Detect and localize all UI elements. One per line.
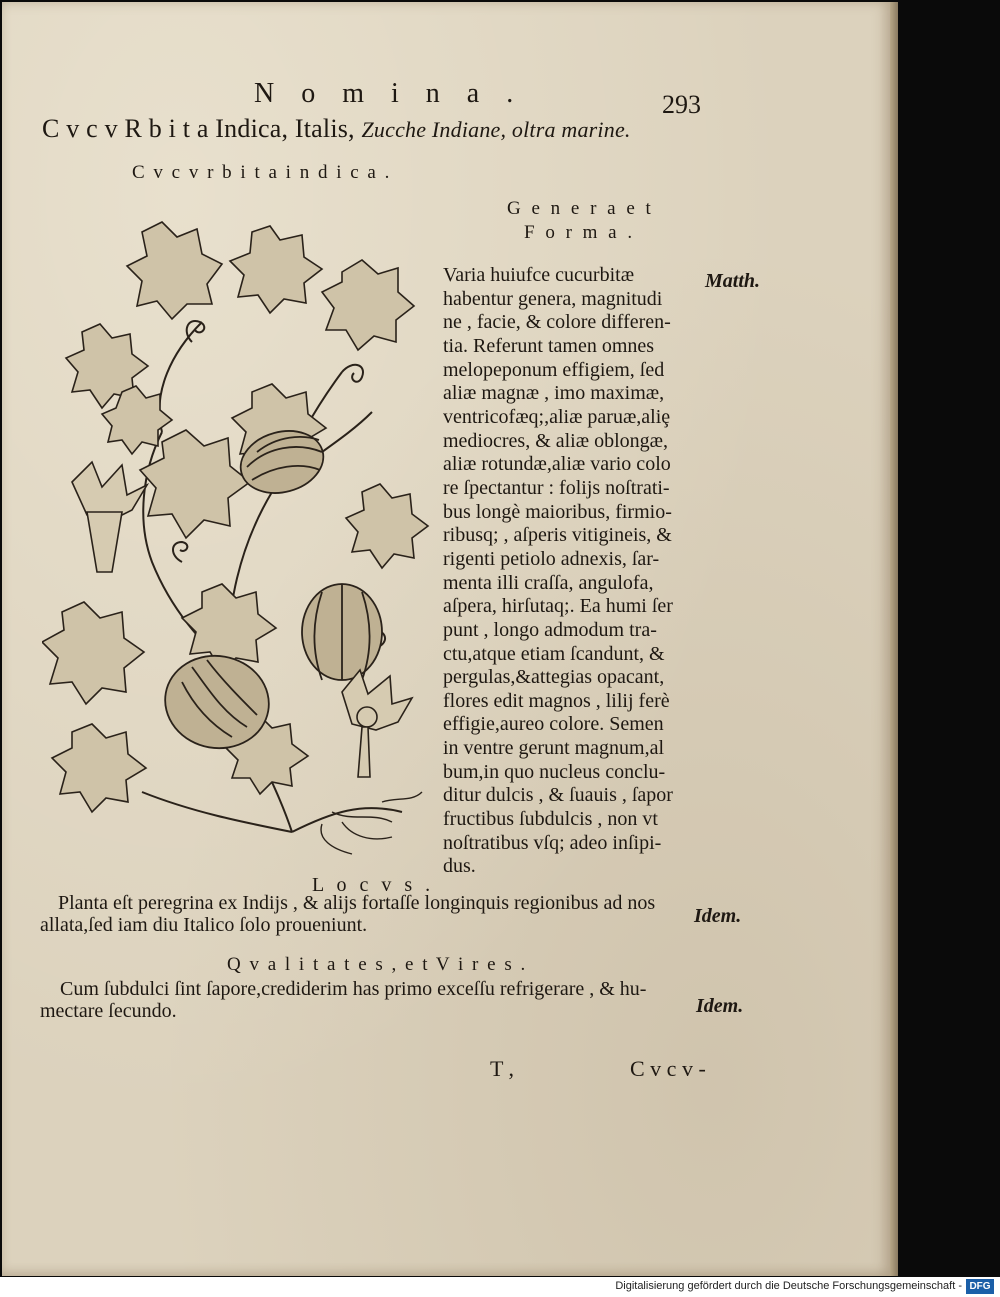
section-heading-qualitates: Q v a l i t a t e s , e t V i r e s . bbox=[227, 954, 528, 975]
woodcut-illustration-cucurbita bbox=[42, 212, 442, 862]
body-text-line: tia. Referunt tamen omnes bbox=[443, 334, 655, 357]
plant-name-line bbox=[42, 114, 631, 144]
body-text-line: ctu,atque etiam ſcandunt, & bbox=[443, 642, 665, 665]
dfg-logo: DFG bbox=[966, 1279, 994, 1294]
body-text-line: ditur dulcis , & ſuauis , ſapor bbox=[443, 784, 673, 807]
body-text-line: mediocres, & aliæ oblongæ, bbox=[443, 429, 668, 452]
figure-caption: C v c v r b i t a i n d i c a . bbox=[132, 162, 392, 183]
locus-text-line-2: allata,ſed iam diu Italico ſolo proueniunt. bbox=[40, 914, 368, 936]
body-text-line: ne , facie, & colore differen- bbox=[443, 311, 671, 334]
body-text-line: re ſpectantur : folijs noſtrati- bbox=[443, 476, 670, 499]
page-edge bbox=[890, 2, 898, 1276]
body-text-line: fructibus ſubdulcis , non vt bbox=[443, 808, 658, 831]
margin-note-idem-1: Idem. bbox=[694, 905, 742, 927]
body-text-line: aſpera, hirſutaq;. Ea humi ſer bbox=[443, 595, 673, 618]
body-text-line: aliæ rotundæ,aliæ vario colo bbox=[443, 453, 671, 476]
page-number: 293 bbox=[662, 90, 701, 119]
running-header: N o m i n a . bbox=[254, 78, 524, 109]
body-text-line: bus longè maioribus, firmio- bbox=[443, 500, 672, 523]
body-text-line: dus. bbox=[443, 855, 476, 878]
margin-note-idem-2: Idem. bbox=[696, 995, 744, 1017]
qualitates-text-line-2: mectare ſecundo. bbox=[40, 1000, 177, 1022]
body-text-line: bum,in quo nucleus conclu- bbox=[443, 760, 666, 783]
body-text-line: aliæ magnæ , imo maximæ, bbox=[443, 382, 665, 405]
body-text-line: menta illi craſſa, angulofa, bbox=[443, 571, 654, 594]
body-text-line: habentur genera, magnitudi bbox=[443, 287, 663, 310]
body-text-line: Varia huiufce cucurbitæ bbox=[443, 264, 635, 286]
body-text-line: flores edit magnos , lilij ferè bbox=[443, 689, 670, 712]
locus-text-line-1: Planta eſt peregrina ex Indijs , & alijs fortaſſe longinquis regionibus ad nos bbox=[58, 892, 656, 914]
footer-credit: Digitalisierung gefördert durch die Deutsche Forschungsgemeinschaft - bbox=[615, 1280, 962, 1292]
body-text-genera bbox=[443, 264, 705, 879]
body-text-line: ribusq; , aſperis vitigineis, & bbox=[443, 524, 672, 547]
body-text-line: melopeponum effigiem, ſed bbox=[443, 358, 665, 381]
book-page bbox=[2, 2, 890, 1276]
body-text-line: punt , longo admodum tra- bbox=[443, 618, 657, 641]
body-text-line: in ventre gerunt magnum,al bbox=[443, 737, 665, 760]
body-text-line: ventricofæq;,aliæ paruæ,aliȩ bbox=[443, 405, 671, 428]
catchword: C v c v - bbox=[630, 1056, 706, 1081]
body-text-line: noſtratibus vſq; adeo inſipi- bbox=[443, 831, 662, 854]
qualitates-text-line-1: Cum ſubdulci ſint ſapore,crediderim has primo exceſſu refrigerare , & hu- bbox=[60, 978, 647, 1000]
plant-name-roman: C v c v R b i t a Indica, Italis, bbox=[42, 114, 362, 143]
section-heading-genera: G e n e r a e t bbox=[507, 198, 654, 219]
body-text-line: rigenti petiolo adnexis, ſar- bbox=[443, 547, 660, 570]
margin-note-matth: Matth. bbox=[705, 270, 761, 292]
section-heading-locus: L o c v s . bbox=[312, 874, 435, 896]
footer-bar bbox=[0, 1277, 1000, 1297]
signature-mark: T , bbox=[490, 1056, 515, 1081]
plant-name-italic: Zucche Indiane, oltra marine. bbox=[361, 117, 631, 142]
body-text-line: pergulas,&attegias opacant, bbox=[443, 666, 665, 689]
section-heading-forma: F o r m a . bbox=[524, 222, 636, 243]
body-text-line: effigie,aureo colore. Semen bbox=[443, 713, 664, 736]
